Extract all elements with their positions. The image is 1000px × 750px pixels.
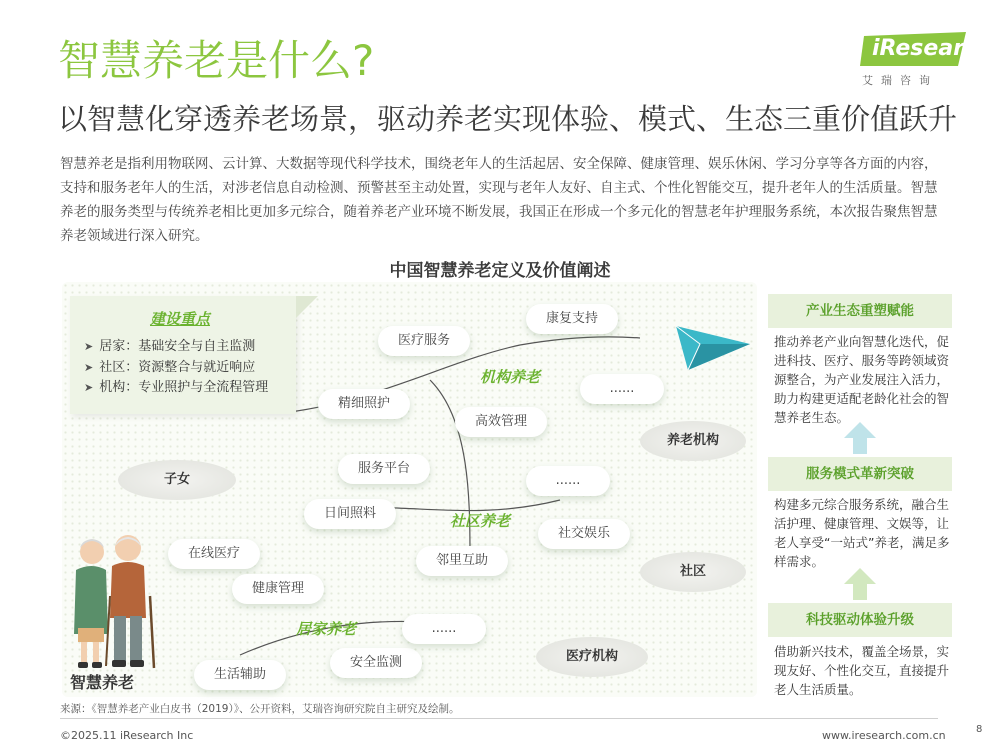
- pill-day-care: 日间照料: [304, 499, 396, 529]
- chevron-right-icon: ➤: [84, 340, 94, 353]
- logo-subtext: 艾瑞咨询: [862, 74, 938, 87]
- focus-item: ➤ 居家：基础安全与自主监测: [84, 339, 256, 354]
- pill-more: ......: [580, 374, 664, 404]
- panel-title-ecosystem: 产业生态重塑赋能: [768, 294, 952, 328]
- ellipse-community: 社区: [640, 552, 746, 592]
- panel-text-tech-experience: 借助新兴技术，覆盖全场景，实现友好、个性化交互，直接提升老人生活质量。: [774, 644, 950, 697]
- pill-medical-service: 医疗服务: [378, 326, 470, 356]
- intro-paragraph: 智慧养老是指利用物联网、云计算、大数据等现代科学技术，围绕老年人的生活起居、安全保障、健康管理、娱乐休闲、学习分享等各方面的内容，支持和服务老年人的生活，对涉老信息自动检测、预警甚至主动处置，实现与老年人友好、自主式、个性化智能交互，提升老年人的生活质量。智慧养老的服务类型与传统养老相比更加多元综合，随着养老产业环境不断发展，我国正在形成一个多元化的智慧老年护理服务系统，本次报告聚焦智慧养老领域进行深入研究。: [60, 156, 938, 244]
- chevron-right-icon: ➤: [84, 381, 94, 394]
- pill-more: ......: [402, 614, 486, 644]
- ellipse-nursing-home: 养老机构: [640, 421, 746, 461]
- copyright: ©2025.11 iResearch Inc: [60, 729, 194, 742]
- panel-text-service-model: 构建多元综合服务系统，融合生活护理、健康管理、文娱等，让老人享受“一站式”养老，满足多样需求。: [774, 497, 950, 569]
- page-subtitle: 以智慧化穿透养老场景，驱动养老实现体验、模式、生态三重价值跃升: [58, 102, 958, 136]
- pill-efficient-mgmt: 高效管理: [455, 407, 547, 437]
- elders-label: 智慧养老: [70, 673, 135, 692]
- paper-plane-icon: [676, 326, 750, 370]
- panel-text-ecosystem: 推动养老产业向智慧化迭代，促进科技、医疗、服务等跨领域资源整合，为产业发展注入活力，助力构建更适配老龄化社会的智慧养老生态。: [774, 334, 950, 425]
- pill-more: ......: [526, 466, 610, 496]
- footer-divider: [60, 718, 938, 719]
- pill-online-medical: 在线医疗: [168, 539, 260, 569]
- page-number: 8: [976, 724, 983, 735]
- pill-social-entertainment: 社交娱乐: [538, 519, 630, 549]
- arrow-up-icon: [842, 566, 878, 602]
- focus-item: ➤ 机构：专业照护与全流程管理: [84, 380, 269, 395]
- focus-item: ➤ 社区：资源整合与就近响应: [84, 360, 256, 375]
- arrow-up-icon: [842, 420, 878, 456]
- focus-title: 建设重点: [150, 310, 211, 328]
- elderly-couple-illustration: [62, 530, 162, 672]
- category-community: 社区养老: [450, 512, 511, 530]
- chevron-right-icon: ➤: [84, 361, 94, 374]
- page-title: 智慧养老是什么?: [58, 36, 375, 85]
- ellipse-medical-institution: 医疗机构: [536, 637, 648, 677]
- pill-rehab-support: 康复支持: [526, 304, 618, 334]
- focus-card-fold: [296, 296, 318, 318]
- logo-text: iResearch: [872, 36, 993, 61]
- category-institution: 机构养老: [480, 368, 541, 386]
- diagram-title: 中国智慧养老定义及价值阐述: [389, 261, 611, 281]
- panel-title-service-model: 服务模式革新突破: [768, 457, 952, 491]
- pill-service-platform: 服务平台: [338, 454, 430, 484]
- ellipse-children: 子女: [118, 460, 236, 500]
- website-link[interactable]: www.iresearch.com.cn: [822, 729, 946, 742]
- pill-safety-monitor: 安全监测: [330, 648, 422, 678]
- pill-life-assist: 生活辅助: [194, 660, 286, 690]
- category-home: 居家养老: [296, 620, 357, 638]
- source-note: 来源：《智慧养老产业白皮书（2019）》、公开资料，艾瑞咨询研究院自主研究及绘制。: [60, 703, 460, 715]
- pill-neighbor-help: 邻里互助: [416, 546, 508, 576]
- pill-health-mgmt: 健康管理: [232, 574, 324, 604]
- pill-fine-care: 精细照护: [318, 389, 410, 419]
- panel-title-tech-experience: 科技驱动体验升级: [768, 603, 952, 637]
